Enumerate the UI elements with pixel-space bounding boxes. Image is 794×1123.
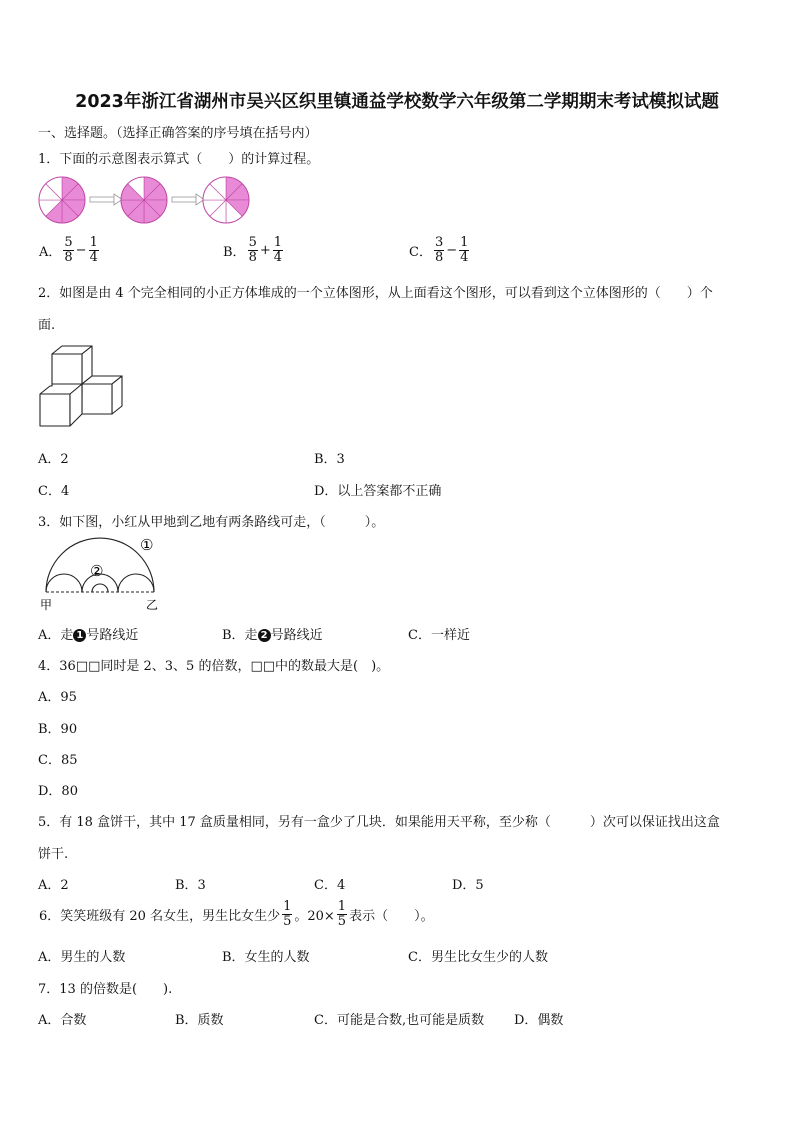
q5-option-d[interactable]: D．5: [452, 878, 484, 893]
route-1-label: ①: [140, 536, 154, 554]
q2-stem-line2: 面.: [38, 318, 56, 333]
section-heading: 一、选择题。（选择正确答案的序号填在括号内）: [38, 126, 318, 141]
q1-arrow-2: [172, 194, 204, 205]
q4-option-d[interactable]: D．80: [38, 784, 78, 799]
q1-circle-1: [39, 177, 85, 223]
route-2-label: ②: [90, 562, 104, 580]
q4-stem: 4．36□□同时是 2、3、5 的倍数，□□中的数最大是( )。: [38, 659, 390, 674]
q1-option-b[interactable]: B． $\frac{5}{8}$ + $\frac{1}{4}$: [223, 235, 283, 265]
q2-cube-figure: [38, 344, 128, 432]
q3-option-b[interactable]: B．走 2 号路线近: [222, 628, 323, 643]
q3-option-a[interactable]: A．走 1 号路线近: [38, 628, 139, 643]
q6-stem: 6．笑笑班级有 20 名女生，男生比女生少 $\frac{1}{5}$ 。20× $\frac{1}{5}$ 表示（ ）。: [39, 899, 434, 929]
start-label: 甲: [40, 598, 53, 612]
q3-route-diagram: [38, 532, 162, 614]
q7-option-a[interactable]: A．合数: [38, 1013, 87, 1028]
q3-stem: 3．如下图，小红从甲地到乙地有两条路线可走，（ ）。: [38, 515, 385, 530]
q5-stem-line1: 5．有 18 盒饼干，其中 17 盒质量相同，另有一盒少了几块．如果能用天平称，至少称（ ）次可以保证找出这盒: [38, 815, 720, 830]
q4-option-c[interactable]: C．85: [38, 753, 78, 768]
q7-option-c[interactable]: C．可能是合数,也可能是质数: [314, 1013, 485, 1028]
q1-arrow-1: [90, 194, 122, 205]
q6-option-c[interactable]: C．男生比女生少的人数: [408, 950, 548, 965]
q1-circle-3: [203, 177, 249, 223]
q2-option-c[interactable]: C．4: [38, 484, 70, 499]
q7-option-b[interactable]: B．质数: [175, 1013, 224, 1028]
q6-option-a[interactable]: A．男生的人数: [38, 950, 126, 965]
q4-option-a[interactable]: A．95: [38, 690, 77, 705]
q6-fraction-2: $\frac{1}{5}$: [337, 899, 347, 929]
q2-option-b[interactable]: B．3: [314, 452, 345, 467]
q1-stem: 1．下面的示意图表示算式（ ）的计算过程。: [38, 152, 320, 167]
q6-fraction-1: $\frac{1}{5}$: [283, 899, 292, 929]
q7-stem: 7．13 的倍数是( ).: [38, 982, 173, 997]
q5-option-b[interactable]: B．3: [175, 878, 206, 893]
q3-option-c[interactable]: C．一样近: [408, 628, 470, 643]
q1-circle-2: [121, 177, 167, 223]
route-2-arc-left: [46, 574, 82, 592]
page-title: 2023年浙江省湖州市吴兴区织里镇通益学校数学六年级第二学期期末考试模拟试题: [75, 92, 719, 112]
q5-stem-line2: 饼干.: [38, 847, 69, 862]
q2-stem-line1: 2．如图是由 4 个完全相同的小正方体堆成的一个立体图形，从上面看这个图形，可以看到这个立体图形的（ ）个: [38, 286, 713, 301]
q2-option-a[interactable]: A．2: [38, 452, 69, 467]
end-label: 乙: [146, 598, 159, 612]
q5-option-c[interactable]: C．4: [314, 878, 346, 893]
route-2-arc-right: [118, 574, 154, 592]
q1-option-c[interactable]: C． $\frac{3}{8}$ − $\frac{1}{4}$: [409, 235, 469, 265]
q6-option-b[interactable]: B．女生的人数: [222, 950, 310, 965]
q1-fraction-circles: [38, 174, 253, 230]
q5-option-a[interactable]: A．2: [38, 878, 69, 893]
q2-option-d[interactable]: D．以上答案都不正确: [314, 484, 442, 499]
q4-option-b[interactable]: B．90: [38, 722, 78, 737]
q7-option-d[interactable]: D．偶数: [514, 1013, 564, 1028]
q1-option-a[interactable]: A． $\frac{5}{8}$ − $\frac{1}{4}$: [39, 235, 98, 265]
